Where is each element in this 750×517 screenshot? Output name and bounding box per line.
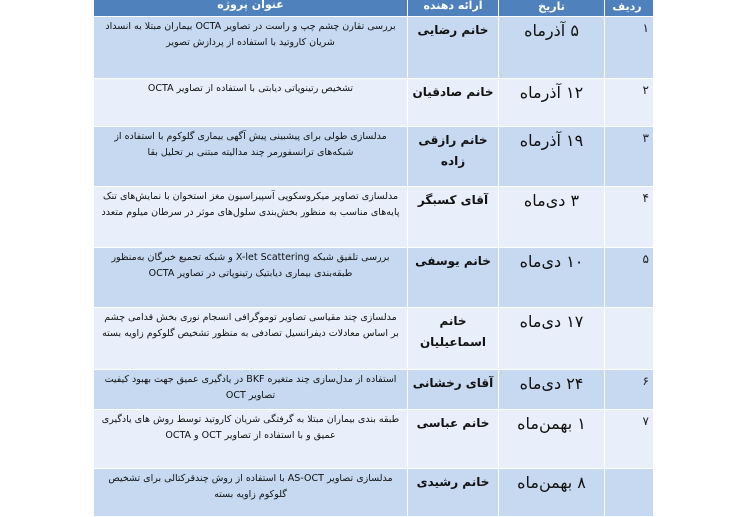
row-number: ۶ bbox=[605, 370, 654, 410]
table-row bbox=[94, 469, 654, 517]
row-presenter: خانم یوسفی bbox=[408, 248, 499, 308]
row-date: ۳ دی‌ماه bbox=[499, 187, 605, 248]
row-presenter: خانم رازقی زاده bbox=[408, 127, 499, 187]
header-num: ردیف bbox=[605, 0, 654, 17]
row-date: ۱۷ دی‌ماه bbox=[499, 308, 605, 370]
row-number: ۱ bbox=[605, 17, 654, 79]
row-number: ۳ bbox=[605, 127, 654, 187]
row-number: ۴ bbox=[605, 187, 654, 248]
row-date: ۱ بهمن‌ماه bbox=[499, 410, 605, 469]
row-presenter: خانم اسماعیلیان bbox=[408, 308, 499, 370]
row-date: ۸ بهمن‌ماه bbox=[499, 469, 605, 517]
row-number bbox=[605, 308, 654, 370]
table-header-row bbox=[94, 0, 654, 17]
row-date: ۱۰ دی‌ماه bbox=[499, 248, 605, 308]
table-row bbox=[94, 308, 654, 370]
table-body bbox=[94, 17, 654, 517]
header-date: تاریخ bbox=[499, 0, 605, 17]
row-number: ۲ bbox=[605, 79, 654, 127]
row-number bbox=[605, 469, 654, 517]
row-number: ۷ bbox=[605, 410, 654, 469]
table-row bbox=[94, 79, 654, 127]
table-row bbox=[94, 248, 654, 308]
row-project-title: مدلسازی چند مقیاسی تصاویر توموگرافی انسجام نوری بخش قدامی چشم بر اساس معادلات دیفرانسیل تصادفی به منظور تشخیص گلوکوم زاویه بسته bbox=[94, 308, 408, 370]
header-title: عنوان پروژه bbox=[94, 0, 408, 17]
row-presenter: آقای کسبگر bbox=[408, 187, 499, 248]
row-project-title: بررسی تلفیق شبکه X-let Scattering و شبکه تجمیع خبرگان به‌منظور طبقه‌بندی بیماری دیابتیک رتینوپاتی در تصاویر OCTA bbox=[94, 248, 408, 308]
row-project-title: استفاده از مدل‌سازی چند متغیره BKF در یادگیری عمیق جهت بهبود کیفیت تصاویر OCT bbox=[94, 370, 408, 410]
row-project-title: مدلسازی تصاویر میکروسکوپی آسپیراسیون مغز استخوان با نمایش‌های تنک پایه‌های مناسب به منظور بخش‌بندی سلول‌های موثر در سرطان میلوم متعدد bbox=[94, 187, 408, 248]
row-project-title: مدلسازی تصاویر AS-OCT با استفاده از روش چندقرکتالی برای تشخیص گلوکوم زاویه بسته bbox=[94, 469, 408, 517]
row-date: ۱۲ آذرماه bbox=[499, 79, 605, 127]
row-project-title: مدلسازی طولی برای پیشبینی پیش آگهی بیماری گلوکوم با استفاده از شبکه‌های ترانسفورمر چند مدالیته مبتنی بر تحلیل بقا bbox=[94, 127, 408, 187]
row-project-title: بررسی تقارن چشم چپ و راست در تصاویر OCTA بیماران مبتلا به انسداد شریان کاروتید با استفاده از پردازش تصویر bbox=[94, 17, 408, 79]
row-presenter: خانم عباسی bbox=[408, 410, 499, 469]
table-row bbox=[94, 17, 654, 79]
table-row bbox=[94, 187, 654, 248]
row-project-title: تشخیص رتینوپاتی دیابتی با استفاده از تصاویر OCTA bbox=[94, 79, 408, 127]
row-presenter: آقای رخشانی bbox=[408, 370, 499, 410]
row-project-title: طبقه بندی بیماران مبتلا به گرفتگی شریان کاروتید توسط روش های یادگیری عمیق و با استفاده از تصاویر OCT و OCTA bbox=[94, 410, 408, 469]
header-presenter: ارائه دهنده bbox=[408, 0, 499, 17]
table-row bbox=[94, 370, 654, 410]
row-date: ۲۴ دی‌ماه bbox=[499, 370, 605, 410]
row-date: ۱۹ آذرماه bbox=[499, 127, 605, 187]
row-presenter: خانم صادقیان bbox=[408, 79, 499, 127]
table-row bbox=[94, 410, 654, 469]
table-row bbox=[94, 127, 654, 187]
row-presenter: خانم رضایی bbox=[408, 17, 499, 79]
row-date: ۵ آذرماه bbox=[499, 17, 605, 79]
row-presenter: خانم رشیدی bbox=[408, 469, 499, 517]
presentation-schedule-table bbox=[93, 0, 654, 517]
row-number: ۵ bbox=[605, 248, 654, 308]
